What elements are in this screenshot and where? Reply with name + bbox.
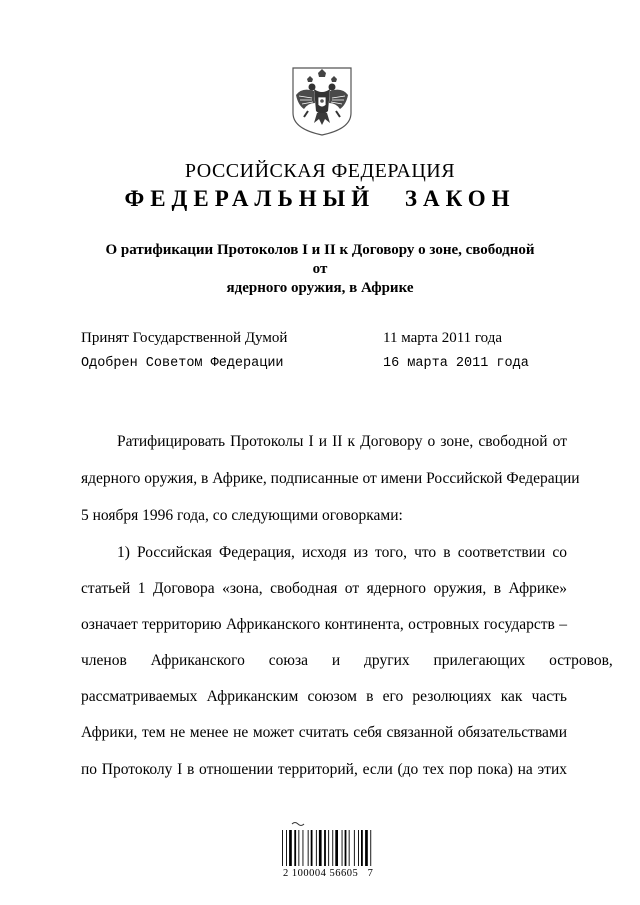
body-line: рассматриваемых Африканским союзом в его резолюциях как часть xyxy=(81,688,567,705)
body-line: по Протоколу I в отношении территорий, если (до тех пор пока) на этих xyxy=(81,761,567,778)
law-type-heading: ФЕДЕРАЛЬНЫЙ ЗАКОН xyxy=(124,186,516,211)
body-line: статьей 1 Договора «зона, свободная от ядерного оружия, в Африке» xyxy=(81,580,567,597)
approved-council-label: Одобрен Советом Федерации xyxy=(81,356,284,371)
adopted-duma-date: 11 марта 2011 года xyxy=(383,330,503,346)
barcode-icon xyxy=(268,820,378,868)
body-line: 1) Российская Федерация, исходя из того, что в соответствии со xyxy=(117,544,567,561)
barcode-number: 2 100004 56605 7 xyxy=(283,868,374,879)
body-line: означает территорию Африканского континента, островных государств – xyxy=(81,616,567,633)
body-line: Ратифицировать Протоколы I и II к Договору о зоне, свободной от xyxy=(117,433,567,450)
body-line: членов Африканского союза и других прилегающих островов, xyxy=(81,652,613,669)
law-title-line: ядерного оружия, в Африке xyxy=(226,280,414,296)
country-heading: РОССИЙСКАЯ ФЕДЕРАЦИЯ xyxy=(184,160,456,182)
law-title-line: О ратификации Протоколов I и II к Договору о зоне, свободной от xyxy=(105,242,535,277)
approved-council-date: 16 марта 2011 года xyxy=(383,356,529,371)
body-line: 5 ноября 1996 года, со следующими оговорками: xyxy=(81,507,403,524)
body-line: Африки, тем не менее не может считать себя связанной обязательствами xyxy=(81,724,567,741)
body-line: ядерного оружия, в Африке, подписанные от имени Российской Федерации xyxy=(81,470,580,487)
adopted-duma-label: Принят Государственной Думой xyxy=(81,330,288,346)
russian-coat-of-arms-icon xyxy=(290,65,354,137)
law-title xyxy=(100,241,540,298)
